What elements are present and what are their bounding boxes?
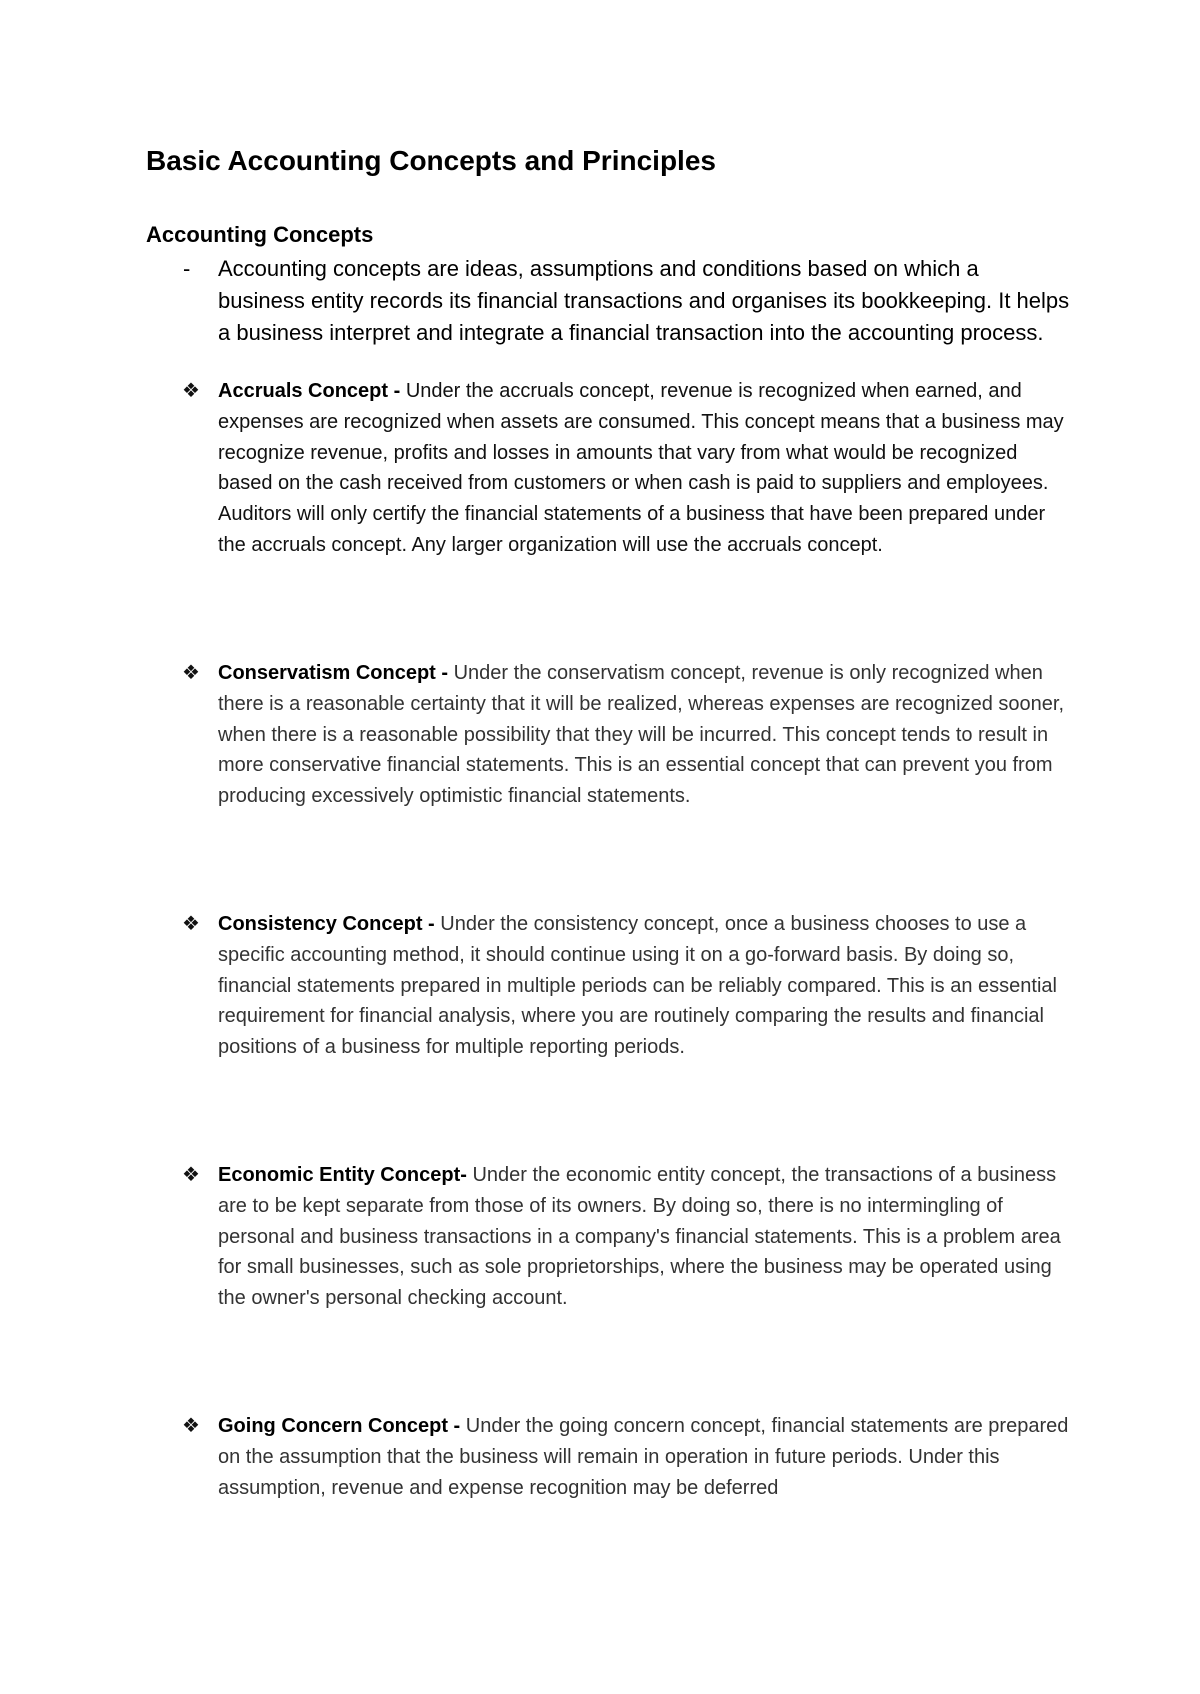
- concept-description: Under the conservatism concept, revenue is only recognized when there is a reasonable certainty that it will be realized, whereas expenses are recognized sooner, when there is a reasonable possibility that they will be incurred. This concept tends to result in more conservative financial statements. This is an essential concept that can prevent you from producing excessively optimistic financial statements.: [218, 662, 1065, 808]
- diamond-bullet-icon: ❖: [182, 662, 200, 684]
- concept-item-consistency: [218, 909, 1070, 1063]
- concept-description: Under the going concern concept, financial statements are prepared on the assumption that the business will remain in operation in future periods. Under this assumption, revenue and expense recognition may be deferred: [218, 1415, 1069, 1499]
- diamond-bullet-icon: ❖: [182, 1164, 200, 1186]
- concept-item-conservatism: [218, 658, 1070, 812]
- concept-term: Accruals Concept -: [218, 380, 406, 402]
- diamond-bullet-icon: ❖: [182, 1415, 200, 1437]
- concept-term: Going Concern Concept -: [218, 1415, 466, 1437]
- intro-dash-marker: -: [183, 256, 191, 281]
- concept-description: Under the consistency concept, once a business chooses to use a specific accounting method, it should continue using it on a go-forward basis. By doing so, financial statements prepared in multiple periods can be reliably compared. This is an essential requirement for financial analysis, where you are routinely comparing the results and financial positions of a business for multiple reporting periods.: [218, 913, 1057, 1059]
- document-title: Basic Accounting Concepts and Principles: [146, 145, 716, 176]
- intro-paragraph: Accounting concepts are ideas, assumptions and conditions based on which a business entity records its financial transactions and organises its bookkeeping. It helps a business interpret and integrate a financial transaction into the accounting process.: [218, 256, 1070, 345]
- concept-term: Consistency Concept -: [218, 913, 441, 935]
- concept-term: Conservatism Concept -: [218, 662, 454, 684]
- section-heading: Accounting Concepts: [146, 222, 374, 247]
- concept-item-going-concern: [218, 1411, 1070, 1503]
- diamond-bullet-icon: ❖: [182, 913, 200, 935]
- diamond-bullet-icon: ❖: [182, 380, 200, 402]
- concept-item-economic-entity: [218, 1160, 1070, 1314]
- concept-description: Under the economic entity concept, the transactions of a business are to be kept separate from those of its owners. By doing so, there is no intermingling of personal and business transactions in a company's financial statements. This is a problem area for small businesses, such as sole proprietorships, where the business may be operated using the owner's personal checking account.: [218, 1164, 1061, 1310]
- concept-term: Economic Entity Concept-: [218, 1164, 473, 1186]
- concept-item-accruals: [218, 376, 1070, 561]
- concept-description: Under the accruals concept, revenue is recognized when earned, and expenses are recognized when assets are consumed. This concept means that a business may recognize revenue, profits and losses in amounts that vary from what would be recognized based on the cash received from customers or when cash is paid to suppliers and employees. Auditors will only certify the financial statements of a business that have been prepared under the accruals concept. Any larger organization will use the accruals concept.: [218, 380, 1064, 556]
